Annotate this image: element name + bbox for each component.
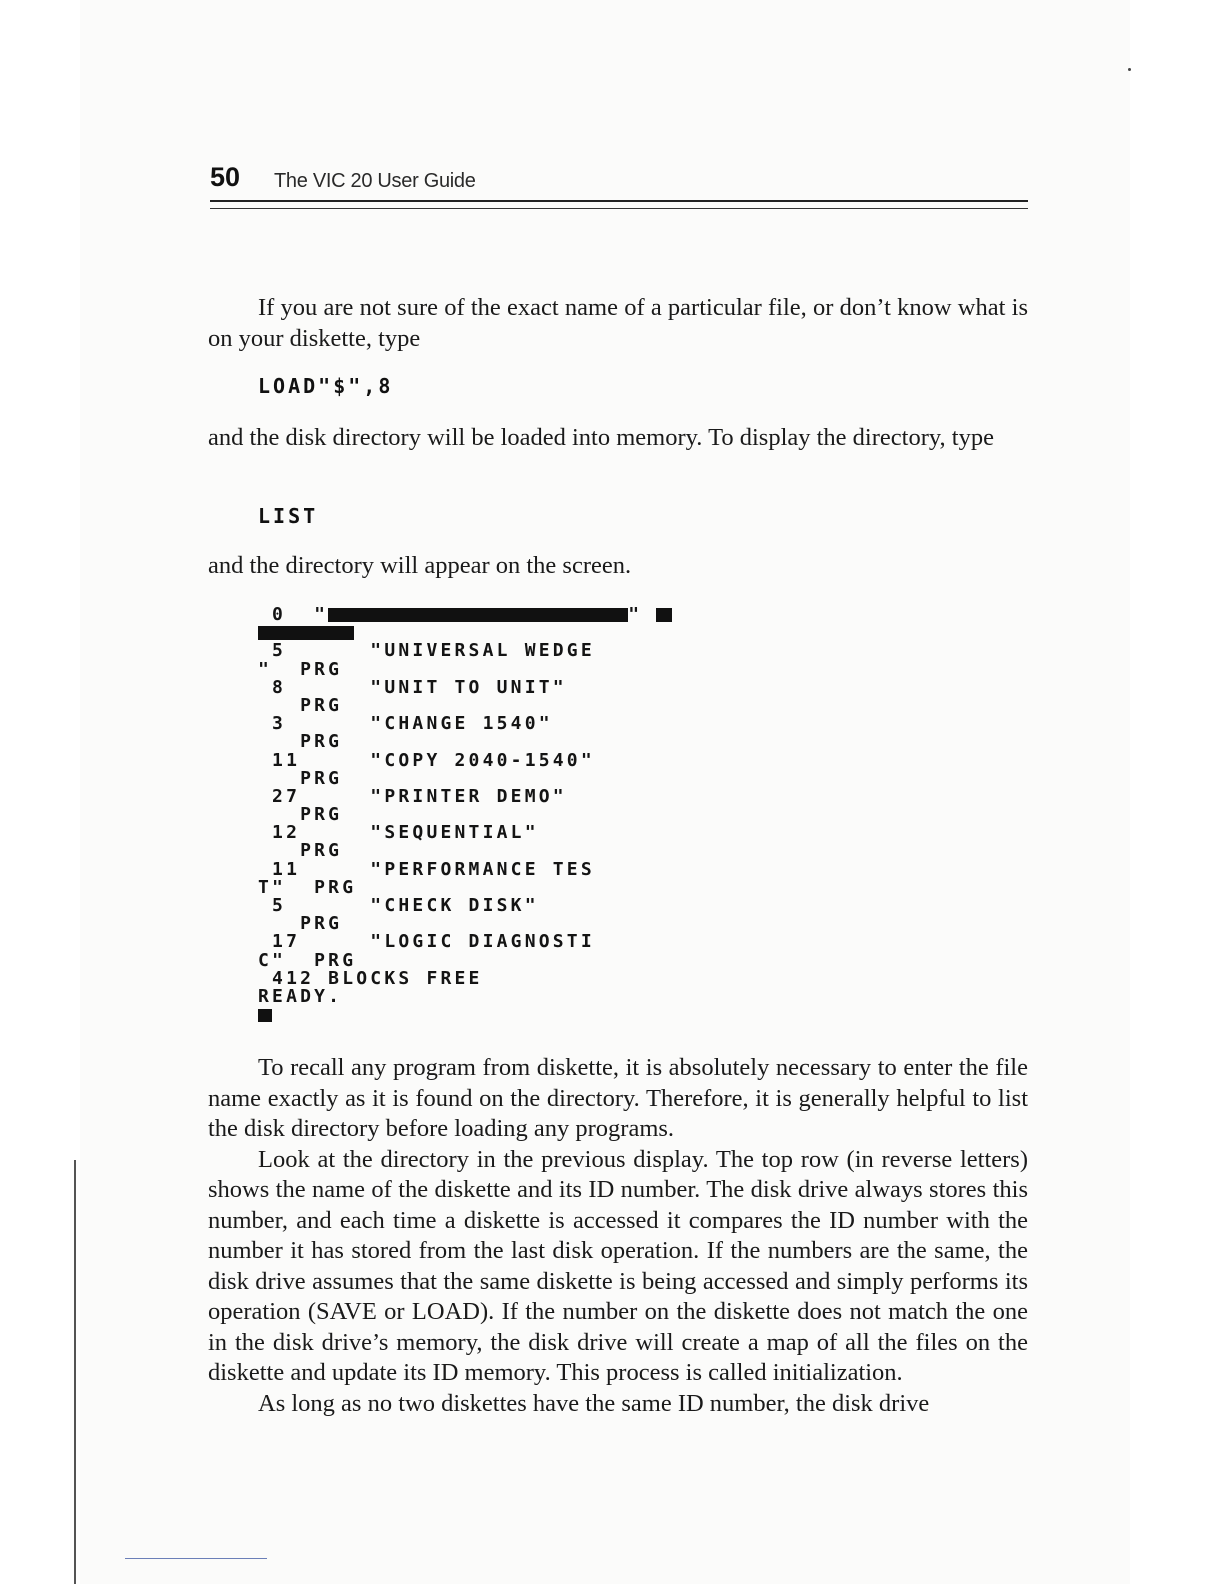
reverse-video-disk-id [656, 608, 672, 622]
listing-line: T" PRG [258, 876, 357, 898]
listing-line: 27 "PRINTER DEMO" [258, 785, 567, 807]
listing-line: 12 "SEQUENTIAL" [258, 822, 539, 844]
paragraph-continued: As long as no two diskettes have the same ID number, the disk drive [258, 1389, 930, 1417]
listing-line: 412 BLOCKS FREE [258, 967, 483, 989]
reverse-video-disk-name [328, 608, 628, 622]
cursor-line [258, 1006, 672, 1024]
binding-margin-line [74, 1160, 76, 1584]
listing-line: PRG [258, 804, 343, 826]
listing-line: PRG [258, 731, 343, 753]
listing-line: PRG [258, 840, 343, 862]
header-rule-thick [210, 200, 1028, 202]
reverse-video-disk-id-wrap [258, 626, 354, 640]
listing-line: C" PRG [258, 949, 357, 971]
listing-line: " PRG [258, 658, 343, 680]
listing-line: READY. [258, 985, 343, 1007]
listing-line: 17 "LOGIC DIAGNOSTI [258, 931, 595, 953]
listing-line: 3 "CHANGE 1540" [258, 713, 553, 735]
paragraph-list-result: and the directory will appear on the screen. [208, 552, 632, 579]
code-load-command: LOAD"$",8 [258, 374, 394, 398]
listing-line: PRG [258, 694, 343, 716]
running-title: The VIC 20 User Guide [274, 170, 476, 192]
paragraph-load-result: and the disk directory will be loaded into memory. To display the directory, type [208, 424, 994, 451]
directory-listing [258, 606, 672, 1024]
listing-line: 5 "UNIVERSAL WEDGE [258, 640, 595, 662]
listing-line: 5 "CHECK DISK" [258, 895, 539, 916]
footnote-rule [125, 1558, 267, 1559]
listing-line: 11 "COPY 2040-1540" [258, 749, 595, 771]
paragraph-directory-explanation: Look at the directory in the previous display. The top row (in reverse letters) shows the name of the diskette and its ID number. The disk drive always stores this number, and each time a diskette is accessed it compares the ID number with the number it has stored from the last disk operation. If the numbers are the same, the disk drive assumes that the same diskette is being accessed and simply performs its operation (SAVE or LOAD). If the number on the diskette does not match the one in the disk drive’s memory, the disk drive will create a map of all the files on the diskette and update its ID memory. This process is called initialization. [208, 1145, 1028, 1386]
code-list-command: LIST [258, 504, 319, 528]
listing-line: PRG [258, 767, 343, 789]
paragraph-recall: To recall any program from diskette, it is absolutely necessary to enter the file name exactly as it is found on the directory. Therefore, it is generally helpful to list the disk directory before loading any programs. [208, 1054, 1028, 1142]
listing-line: 11 "PERFORMANCE TES [258, 858, 595, 880]
page-number: 50 [210, 162, 241, 192]
paragraph-body [208, 1053, 1028, 1419]
directory-header-line: 0 " " [258, 606, 672, 624]
scan-speck [1128, 68, 1131, 71]
cursor-block [258, 1009, 272, 1022]
listing-line: PRG [258, 913, 343, 935]
header-rule-thin [210, 208, 1028, 209]
listing-line: 8 "UNIT TO UNIT" [258, 676, 567, 698]
paragraph-intro: If you are not sure of the exact name of a particular file, or don’t know what is on your diskette, type [208, 294, 1028, 352]
